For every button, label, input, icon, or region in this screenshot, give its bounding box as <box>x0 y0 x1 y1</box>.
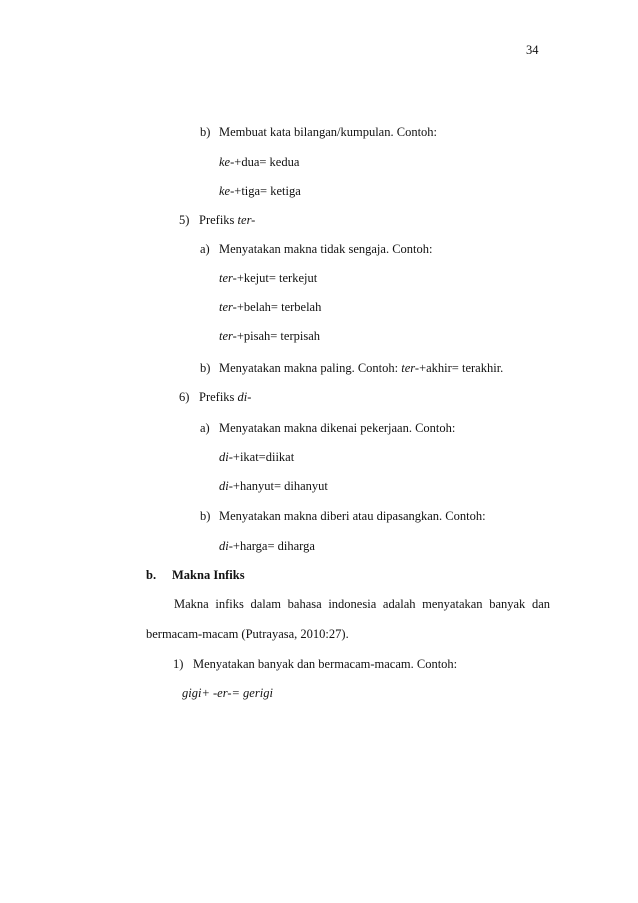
list-text: +akhir= terakhir. <box>419 361 504 375</box>
list-item-5 <box>179 212 255 228</box>
section-heading <box>146 567 245 583</box>
example-prefix: ke- <box>219 155 235 169</box>
page-number: 34 <box>526 43 539 57</box>
example-line <box>219 299 321 315</box>
example-line <box>219 478 328 494</box>
example-line <box>219 328 320 344</box>
list-text: Menyatakan makna paling. Contoh: <box>219 361 402 375</box>
example-line <box>219 538 315 554</box>
example-prefix: ter- <box>219 271 237 285</box>
paragraph-line-2: bermacam-macam (Putrayasa, 2010:27). <box>146 627 349 641</box>
example-line <box>219 270 317 286</box>
example-prefix: di- <box>219 450 233 464</box>
example-line <box>182 685 273 701</box>
example-rest: +kejut= terkejut <box>236 271 318 285</box>
example-text: gigi+ -er-= gerigi <box>182 686 273 700</box>
example-rest: +tiga= ketiga <box>234 184 301 198</box>
example-prefix: di- <box>219 479 233 493</box>
list-label: b) <box>200 125 211 139</box>
list-text: Menyatakan makna dikenai pekerjaan. Contoh: <box>219 421 456 435</box>
list-text-italic: ter- <box>237 213 256 227</box>
example-line <box>219 183 301 199</box>
list-text: Menyatakan makna diberi atau dipasangkan. Contoh: <box>219 509 486 523</box>
list-text-italic: di- <box>237 390 252 404</box>
example-rest: +harga= diharga <box>232 539 315 553</box>
example-prefix: ter- <box>219 300 237 314</box>
example-rest: +dua= kedua <box>234 155 300 169</box>
example-rest: +ikat=diikat <box>232 450 295 464</box>
list-label: 1) <box>173 657 184 671</box>
list-text: Menyatakan banyak dan bermacam-macam. Contoh: <box>193 657 458 671</box>
list-item-b <box>200 124 437 140</box>
example-line <box>219 154 299 170</box>
list-item-b <box>200 508 486 524</box>
section-heading-label: b. <box>146 568 157 582</box>
example-rest: +hanyut= dihanyut <box>232 479 328 493</box>
list-item-a <box>200 241 432 257</box>
list-label: a) <box>200 242 210 256</box>
list-text: Membuat kata bilangan/kumpulan. Contoh: <box>219 125 438 139</box>
example-prefix: di- <box>219 539 233 553</box>
list-label: b) <box>200 361 211 375</box>
list-text: Prefiks <box>199 390 238 404</box>
list-label: b) <box>200 509 211 523</box>
example-rest: +pisah= terpisah <box>236 329 320 343</box>
list-label: a) <box>200 421 210 435</box>
list-item-1 <box>173 656 457 672</box>
section-heading-text: Makna Infiks <box>172 568 245 582</box>
list-text: Menyatakan makna tidak sengaja. Contoh: <box>219 242 433 256</box>
list-label: 6) <box>179 390 190 404</box>
list-text-italic: ter- <box>401 361 420 375</box>
example-prefix: ter- <box>219 329 237 343</box>
list-item-b <box>200 360 503 376</box>
list-text: Prefiks <box>199 213 238 227</box>
example-line <box>219 449 294 465</box>
example-rest: +belah= terbelah <box>236 300 322 314</box>
paragraph-line-1: Makna infiks dalam bahasa indonesia adalah menyatakan banyak dan <box>174 597 550 611</box>
list-label: 5) <box>179 213 190 227</box>
list-item-6 <box>179 389 251 405</box>
list-item-a <box>200 420 455 436</box>
example-prefix: ke- <box>219 184 235 198</box>
